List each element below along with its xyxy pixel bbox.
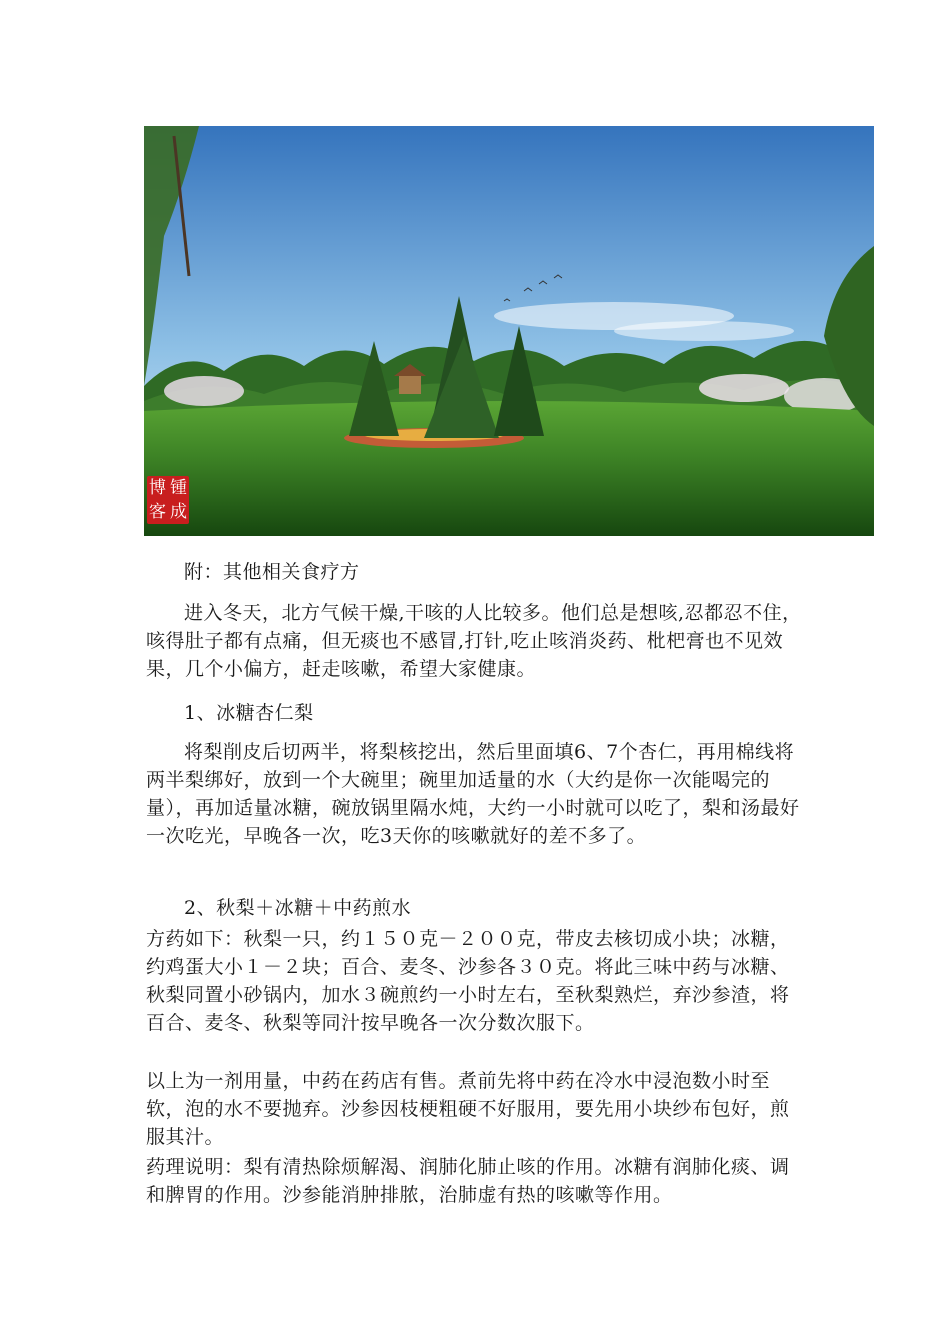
- seal-stamp: [147, 476, 189, 524]
- recipe-2-note: 以上为一剂用量，中药在药店有售。煮前先将中药在冷水中浸泡数小时至软，泡的水不要抛弃。沙参因枝梗粗硬不好服用，要先用小块纱布包好，煎服其汁。: [146, 1070, 790, 1148]
- appendix-heading: 附：其他相关食疗方: [184, 561, 360, 583]
- recipe-2-title: 2、秋梨＋冰糖＋中药煎水: [184, 897, 412, 919]
- recipe-1-title: 1、冰糖杏仁梨: [184, 702, 314, 724]
- stamp-char: 成: [170, 501, 187, 522]
- stamp-char: 博: [149, 477, 166, 498]
- recipe-1-body: 将梨削皮后切两半，将梨核挖出，然后里面填6、7个杏仁，再用棉线将两半梨绑好，放到一个大碗里；碗里加适量的水（大约是你一次能喝完的量），再加适量冰糖，碗放锅里隔水炖，大约一小时就可以吃了，梨和汤最好一次吃光，早晚各一次，吃3天你的咳嗽就好的差不多了。: [146, 741, 800, 847]
- recipe-2-pharmacology: 药理说明：梨有清热除烦解渴、润肺化肺止咳的作用。冰糖有润肺化痰、调和脾胃的作用。沙参能消肿排脓，治肺虚有热的咳嗽等作用。: [146, 1156, 790, 1206]
- landscape-image-icon: [144, 126, 874, 536]
- intro-paragraph: 进入冬天，北方气候干燥,干咳的人比较多。他们总是想咳,忍都忍不住，咳得肚子都有点痛，但无痰也不感冒,打针,吃止咳消炎药、枇杷膏也不见效果，几个小偏方，赶走咳嗽，希望大家健康。: [146, 602, 802, 680]
- recipe-2-prescription: 方药如下：秋梨一只，约１５０克－２００克，带皮去核切成小块；冰糖，约鸡蛋大小１－２块；百合、麦冬、沙参各３０克。将此三味中药与冰糖、秋梨同置小砂锅内，加水３碗煎约一小时左右，至秋梨熟烂，弃沙参渣，将百合、麦冬、秋梨等同汁按早晚各一次分数次服下。: [146, 928, 790, 1034]
- stamp-char: 客: [149, 501, 166, 522]
- landscape-photo: [144, 126, 874, 536]
- stamp-char: 锺: [170, 477, 187, 498]
